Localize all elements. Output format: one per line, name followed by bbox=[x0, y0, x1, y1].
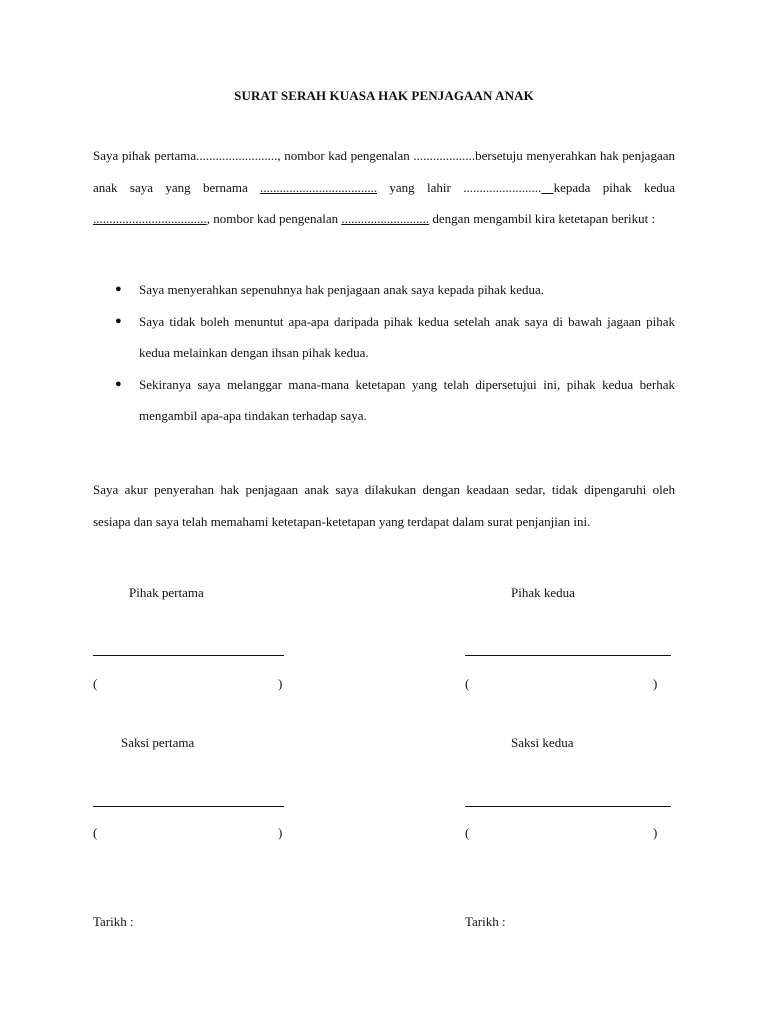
intro-text-5: dengan mengambil kira ketetapan berikut : bbox=[429, 211, 656, 226]
first-date-label: Tarikh : bbox=[93, 914, 134, 929]
term-text: Sekiranya saya melanggar mana-mana ketetapan yang telah dipersetujui ini, pihak kedua berhak mengambil apa-apa tindakan terhadap saya. bbox=[139, 376, 675, 423]
second-witness-open-paren: ( bbox=[465, 825, 470, 840]
first-party-open-paren: ( bbox=[93, 676, 98, 691]
second-party-name-blank: ................................... bbox=[93, 211, 207, 226]
list-item bbox=[93, 369, 675, 432]
second-party-open-paren: ( bbox=[465, 676, 470, 691]
first-party-close-paren: ) bbox=[278, 676, 283, 691]
list-item bbox=[93, 274, 675, 306]
document-title: SURAT SERAH KUASA HAK PENJAGAAN ANAK bbox=[234, 88, 534, 103]
intro-text-4: , nombor kad pengenalan bbox=[206, 211, 342, 226]
second-party-ic-blank: ........................... bbox=[341, 211, 430, 226]
intro-text-1: Saya pihak pertama........................., nombor kad pengenalan ...................bersetuju menyerahkan hak penjagaan anak saya yang bernama bbox=[93, 148, 675, 195]
second-witness-signature-line bbox=[465, 806, 671, 807]
second-witness-label: Saksi kedua bbox=[511, 735, 574, 750]
bullet-icon: ● bbox=[115, 283, 122, 295]
first-witness-open-paren: ( bbox=[93, 825, 98, 840]
bullet-icon: ● bbox=[115, 314, 122, 327]
term-text: Saya tidak boleh menuntut apa-apa daripada pihak kedua setelah anak saya di bawah jagaan pihak kedua melainkan dengan ihsan pihak kedua. bbox=[139, 313, 675, 360]
first-witness-close-paren: ) bbox=[278, 825, 283, 840]
bullet-icon: ● bbox=[115, 377, 122, 390]
declaration-paragraph: Saya akur penyerahan hak penjagaan anak saya dilakukan dengan keadaan sedar, tidak dipengaruhi oleh sesiapa dan saya telah memahami ketetapan-ketetapan yang terdapat dalam surat penjanjian ini. bbox=[93, 482, 675, 529]
intro-text-3: kepada pihak kedua bbox=[553, 179, 676, 195]
second-party-signature-line bbox=[465, 655, 671, 656]
child-name-blank: .................................... bbox=[260, 179, 378, 195]
first-witness-label: Saksi pertama bbox=[121, 735, 195, 750]
intro-paragraph bbox=[93, 140, 675, 235]
birth-blank-underline bbox=[541, 180, 553, 195]
list-item bbox=[93, 306, 675, 369]
second-witness-close-paren: ) bbox=[653, 825, 658, 840]
intro-text-2: yang lahir ........................ bbox=[377, 179, 542, 195]
second-party-label: Pihak kedua bbox=[511, 585, 575, 600]
term-text: Saya menyerahkan sepenuhnya hak penjagaan anak saya kepada pihak kedua. bbox=[139, 282, 544, 297]
second-party-close-paren: ) bbox=[653, 676, 658, 691]
first-party-label: Pihak pertama bbox=[129, 585, 204, 600]
second-date-label: Tarikh : bbox=[465, 914, 506, 929]
first-party-signature-line bbox=[93, 655, 284, 656]
first-witness-signature-line bbox=[93, 806, 284, 807]
terms-list bbox=[93, 274, 675, 432]
